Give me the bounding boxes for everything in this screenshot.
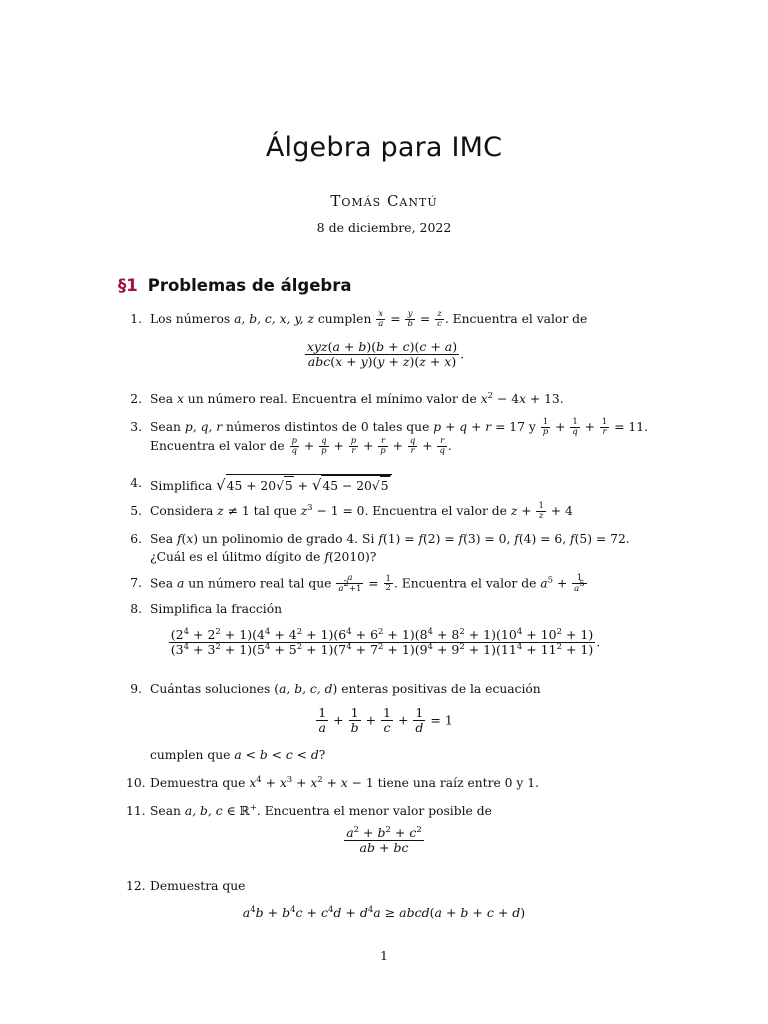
problem-number: 7. bbox=[130, 576, 142, 590]
problem-text: Simplifica la fracción bbox=[150, 602, 283, 616]
problem-number: 11. bbox=[126, 804, 146, 818]
problem-12-display: $a^4b + b^4c + c^4d + d^4a$ ≥ abcd(a + b + c + d) bbox=[242, 905, 526, 920]
problem-number: 9. bbox=[130, 682, 142, 696]
problem-text: Demuestra que bbox=[150, 879, 246, 893]
problem-number: 6. bbox=[130, 532, 142, 546]
problem-text: Demuestra que $x^4 + x^3 + x^2 + x - 1$ tiene una raíz entre 0 y 1. bbox=[150, 775, 539, 790]
problem-number: 2. bbox=[130, 392, 142, 406]
problem-number: 8. bbox=[130, 602, 142, 616]
problem-1-display: $\frac{\text{xyz(a + b)(b + c)(c + a)}}{\text{abc(x + y)(y + z)(z + x)}}$ . bbox=[306, 339, 465, 370]
author-name: Tomás Cantú bbox=[330, 192, 438, 210]
problem-text: Cuántas soluciones (a, b, c, d) enteras positivas de la ecuación bbox=[150, 682, 541, 696]
problem-number: 5. bbox=[130, 504, 142, 518]
problem-number: 1. bbox=[130, 312, 142, 326]
problem-text: Sea x un número real. Encuentra el mínimo valor de $x^2 - 4x + 13$. bbox=[150, 391, 564, 406]
problem-11-display: $\frac{a^2 + b^2 + c^2}{ab + bc}$ bbox=[346, 825, 422, 856]
problem-text: Considera z ≠ 1 tal que $z^3 - 1 = 0$. Encuentra el valor de z + $\frac{1}{z}$ + 4 bbox=[150, 501, 573, 521]
problem-number: 3. bbox=[130, 420, 142, 434]
section-number: §1 bbox=[118, 276, 138, 295]
problem-8-display: $(2^4 + 2^2 + 1)(4^4 + 4^2 + 1)(6^4 + 6^2 + 1)(8^4 + 8^2 + 1)(10^4 + 10^2 + 1)$ $(3^4 + 3^2 + 1)(5^4 + 5^2 + 1)(7^4 + 7^2 + 1)(9^4 + 9^2 + 1)(11^4 + 11^2 + 1)$ . bbox=[170, 627, 601, 658]
problem-text: Sean p, q, r números distintos de 0 tales que p + q + r = 17 y $\frac{1}{p}$ + $\frac{1}{q}$ + $\frac{1}{r}$ = 11. Encuentra el valor de $\frac{p}{q}$ + $\frac{q}{p}$ + $\frac{p}{r}$ + $\frac{r}{p}$ + $\frac{q}{r}$ + $\frac{r}{q}$ . bbox=[150, 417, 648, 456]
page-number: 1 bbox=[380, 948, 388, 963]
section-title: Problemas de álgebra bbox=[147, 276, 352, 295]
document-title: Álgebra para IMC bbox=[265, 132, 503, 163]
problem-number: 10. bbox=[126, 776, 146, 790]
problem-text: Los números a, b, c, x, y, z cumplen $\frac{x}{a}$ = $\frac{y}{b}$ = $\frac{z}{c}$ . Encuentra el valor de bbox=[150, 309, 588, 329]
problem-number: 4. bbox=[130, 476, 142, 490]
problem-text: Sea f(x) un polinomio de grado 4. Si f(1) = f(2) = f(3) = 0, f(4) = 6, f(5) = 72. ¿Cuál es el úlitmo dígito de f(2010)? bbox=[150, 532, 630, 564]
document-date: 8 de diciembre, 2022 bbox=[316, 220, 452, 235]
problem-text: cumplen que a < b < c < d? bbox=[150, 748, 326, 762]
problem-text: Sea a un número real tal que $\frac{a}{a^2+1}$ = $\frac{1}{2}$ . Encuentra el valor de $a^5$ + $\frac{1}{a^5}$ bbox=[150, 573, 585, 594]
problem-9-display: $\frac{1}{a}$ + $\frac{1}{b}$ + $\frac{1}{c}$ + $\frac{1}{d}$ = 1 bbox=[318, 705, 453, 736]
section-heading bbox=[118, 276, 351, 295]
problem-text: Simplifica √45 + 20√5 + √45 − 20√5 bbox=[150, 474, 670, 495]
problem-number: 12. bbox=[126, 879, 146, 893]
problem-text: Sean a, b, c ∈ ℝ+. Encuentra el menor valor posible de bbox=[150, 803, 492, 818]
